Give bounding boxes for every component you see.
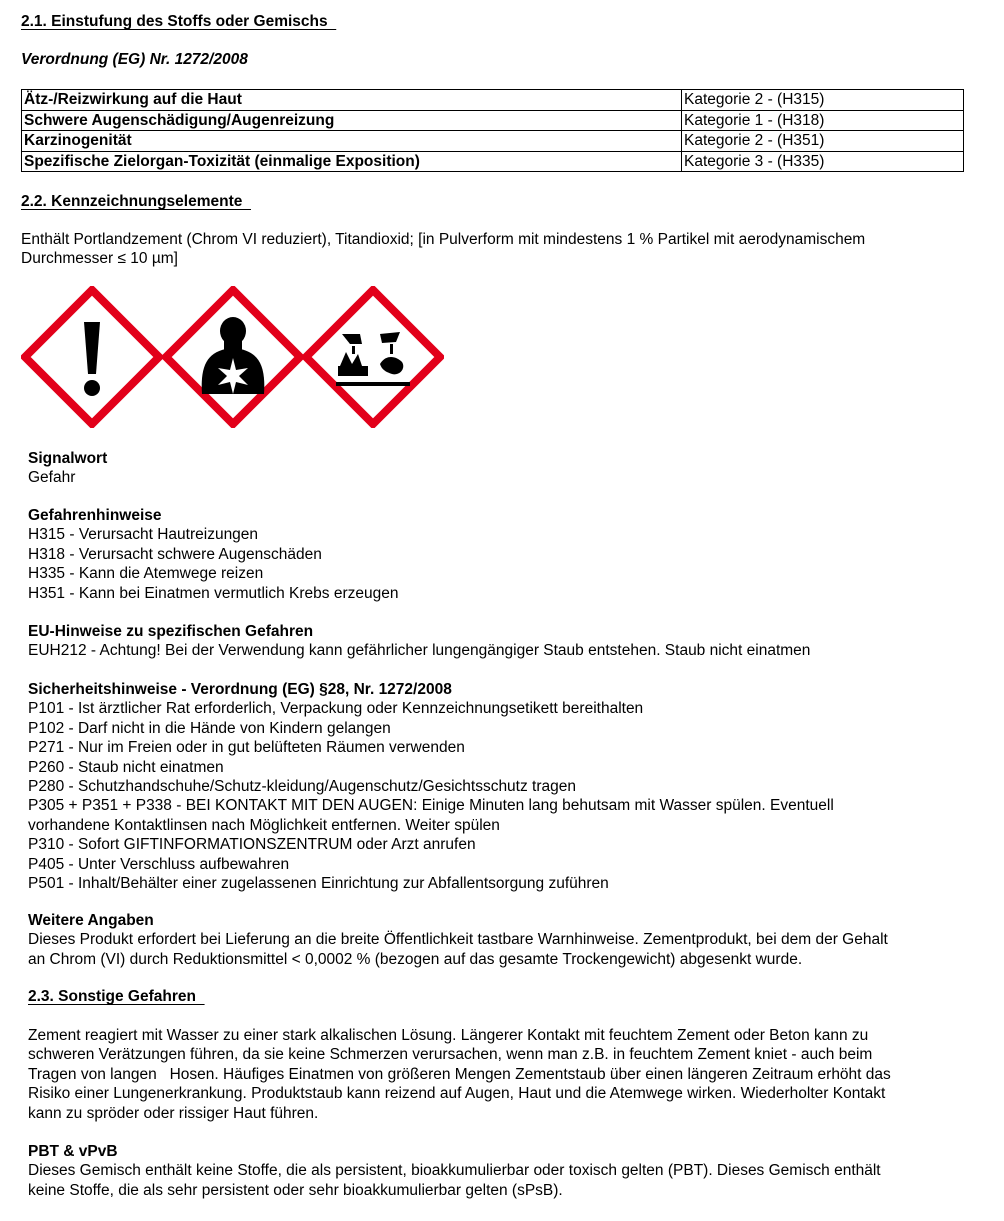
other-hazards-text	[28, 1026, 988, 1123]
pbt-line: Dieses Gemisch enthält keine Stoffe, die als persistent, bioakkumulierbar oder toxisch gelten (PBT). Dieses Gemisch enthält	[28, 1162, 881, 1180]
section-2-1-heading: 2.1. Einstufung des Stoffs oder Gemischs	[21, 13, 337, 30]
hazard-statements-label: Gefahrenhinweise	[28, 507, 162, 524]
signal-word-block	[28, 449, 107, 488]
precautionary-statement: P501 - Inhalt/Behälter einer zugelassenen Einrichtung zur Abfallentsorgung zuführen	[28, 875, 609, 893]
hazard-statements-block	[28, 506, 398, 603]
signal-word-value: Gefahr	[28, 469, 76, 487]
table-row	[22, 131, 964, 152]
eu-hazard-statement: EUH212 - Achtung! Bei der Verwendung kann gefährlicher lungengängiger Staub entstehen. Staub nicht einatmen	[28, 642, 811, 660]
other-hazards-line: schweren Verätzungen führen, da sie keine Schmerzen verursachen, wenn man z.B. in feuchtem Zement kniet - auch beim	[28, 1046, 873, 1064]
hazard-category-cell: Kategorie 3 - (H335)	[682, 151, 964, 172]
eu-hazard-label: EU-Hinweise zu spezifischen Gefahren	[28, 623, 314, 640]
other-hazards-line: kann zu spröder oder rissiger Haut führen.	[28, 1104, 319, 1122]
hazard-category-cell: Kategorie 2 - (H351)	[682, 131, 964, 152]
pbt-block	[28, 1142, 988, 1200]
pbt-line: keine Stoffe, die als sehr persistent oder sehr bioakkumulierbar gelten (sPsB).	[28, 1181, 563, 1199]
hazard-statement: H351 - Kann bei Einatmen vermutlich Krebs erzeugen	[28, 584, 399, 602]
table-row	[22, 110, 964, 131]
further-info-block	[28, 911, 988, 969]
hazard-class-cell: Schwere Augenschädigung/Augenreizung	[22, 110, 682, 131]
other-hazards-line: Tragen von langen Hosen. Häufiges Einatmen von größeren Mengen Zementstaub über einen längeren Zeitraum erhöht das	[28, 1065, 891, 1083]
precautionary-statement: P310 - Sofort GIFTINFORMATIONSZENTRUM oder Arzt anrufen	[28, 836, 476, 854]
regulation-label: Verordnung (EG) Nr. 1272/2008	[21, 51, 248, 68]
precautionary-label: Sicherheitshinweise - Verordnung (EG) §28, Nr. 1272/2008	[28, 681, 452, 698]
precautionary-statement: P102 - Darf nicht in die Hände von Kindern gelangen	[28, 719, 391, 737]
other-hazards-line: Zement reagiert mit Wasser zu einer stark alkalischen Lösung. Längerer Kontakt mit feuchtem Zement oder Beton kann zu	[28, 1027, 869, 1044]
precautionary-statement: P305 + P351 + P338 - BEI KONTAKT MIT DEN AUGEN: Einige Minuten lang behutsam mit Wasser spülen. Eventuell	[28, 797, 834, 815]
hazard-category-cell: Kategorie 1 - (H318)	[682, 110, 964, 131]
eu-hazard-block	[28, 622, 810, 661]
hazard-statement: H315 - Verursacht Hautreizungen	[28, 526, 259, 544]
table-row	[22, 151, 964, 172]
table-row	[22, 90, 964, 111]
contains-line: Enthält Portlandzement (Chrom VI reduziert), Titandioxid; [in Pulverform mit mindestens 1 % Partikel mit aerodynamischem	[21, 231, 866, 248]
hazard-class-cell: Karzinogenität	[22, 131, 682, 152]
precautionary-statement: vorhandene Kontaktlinsen nach Möglichkeit entfernen. Weiter spülen	[28, 816, 500, 834]
further-info-label: Weitere Angaben	[28, 912, 154, 929]
classification-table	[21, 89, 964, 172]
pbt-label: PBT & vPvB	[28, 1143, 118, 1160]
hazard-statement: H335 - Kann die Atemwege reizen	[28, 565, 264, 583]
corrosion-icon	[302, 286, 444, 428]
exclamation-mark-icon	[21, 286, 163, 428]
signal-word-label: Signalwort	[28, 450, 108, 467]
further-info-line: an Chrom (VI) durch Reduktionsmittel < 0,0002 % (bezogen auf das gesamte Trockengewicht) abgesenkt wurde.	[28, 950, 803, 968]
contains-line: Durchmesser ≤ 10 µm]	[21, 250, 178, 268]
other-hazards-line: Risiko einer Lungenerkrankung. Produktstaub kann reizend auf Augen, Haut und die Atemwege wirken. Wiederholter Kontakt	[28, 1085, 886, 1103]
precautionary-block	[28, 680, 988, 893]
precautionary-statement: P101 - Ist ärztlicher Rat erforderlich, Verpackung oder Kennzeichnungsetikett bereithalten	[28, 700, 644, 718]
hazard-statement: H318 - Verursacht schwere Augenschäden	[28, 545, 322, 563]
contains-text	[21, 230, 981, 269]
precautionary-statement: P260 - Staub nicht einatmen	[28, 758, 224, 776]
hazard-class-cell: Spezifische Zielorgan-Toxizität (einmalige Exposition)	[22, 151, 682, 172]
section-2-3-heading: 2.3. Sonstige Gefahren	[28, 988, 205, 1005]
precautionary-statement: P280 - Schutzhandschuhe/Schutz-kleidung/Augenschutz/Gesichtsschutz tragen	[28, 778, 576, 796]
hazard-class-cell: Ätz-/Reizwirkung auf die Haut	[22, 90, 682, 111]
health-hazard-icon	[162, 286, 304, 428]
hazard-category-cell: Kategorie 2 - (H315)	[682, 90, 964, 111]
precautionary-statement: P271 - Nur im Freien oder in gut belüfteten Räumen verwenden	[28, 739, 465, 757]
further-info-line: Dieses Produkt erfordert bei Lieferung an die breite Öffentlichkeit tastbare Warnhinweise. Zementprodukt, bei dem der Gehalt	[28, 931, 888, 949]
section-2-2-heading: 2.2. Kennzeichnungselemente	[21, 193, 251, 210]
precautionary-statement: P405 - Unter Verschluss aufbewahren	[28, 855, 290, 873]
